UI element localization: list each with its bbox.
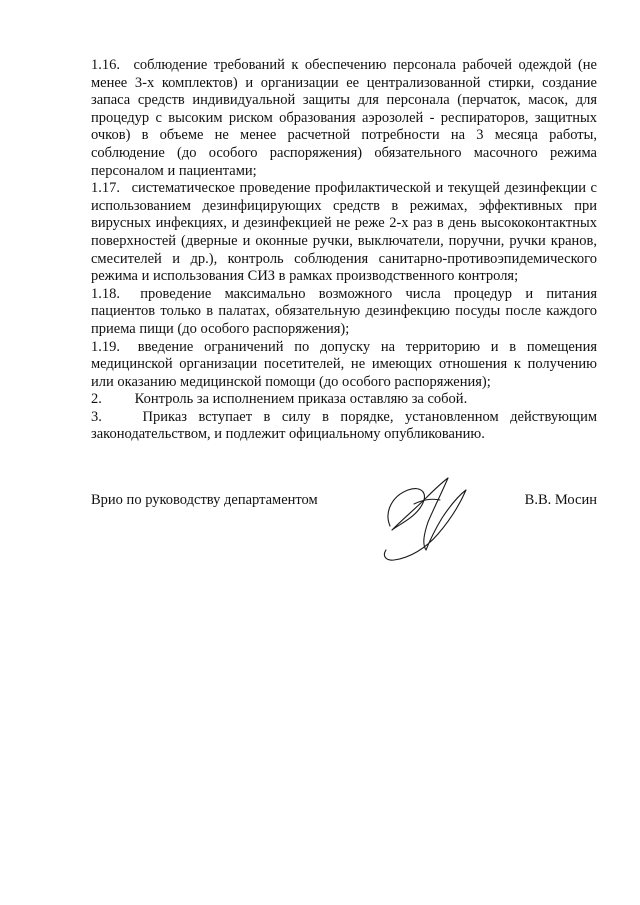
signatory-name: В.В. Мосин (524, 492, 597, 508)
paragraph-number: 1.18. (91, 285, 120, 302)
paragraph-number: 2. (91, 391, 102, 408)
paragraph-number: 1.17. (91, 180, 120, 197)
paragraph-1-18 (91, 286, 597, 339)
paragraph-1-19 (91, 339, 597, 392)
paragraph-text: систематическое проведение профилактической и текущей дезинфекции с использованием дезинфицирующих средств в режимах, эффективных при вирусных инфекциях, и дезинфекцией не реже 2-х раз в день высококонтактных поверхностей (дверные и оконные ручки, выключатели, поручни, ручки кранов, смесителей и др.), контроль соблюдения санитарно-противоэпидемического режима и использования СИЗ в рамках производственного контроля; (91, 180, 597, 285)
document-body (91, 57, 597, 444)
paragraph-number: 1.19. (91, 338, 120, 355)
paragraph-1-16 (91, 57, 597, 180)
paragraph-2 (91, 391, 597, 409)
paragraph-text: соблюдение требований к обеспечению персонала рабочей одеждой (не менее 3-х комплектов) и организации ее централизованной стирки, создание запаса средств индивидуальной защиты для персонала (перчаток, масок, для процедур с высоким риском образования аэрозолей - респираторов, защитных очков) в объеме не менее расчетной потребности на 3 месяца работы, соблюдение (до особого распоряжения) обязательного масочного режима персоналом и пациентами; (91, 57, 597, 179)
paragraph-text: Приказ вступает в силу в порядке, установленном действующим законодательством, и подлежит официальному опубликованию. (91, 408, 598, 443)
paragraph-3 (91, 409, 597, 444)
paragraph-number: 1.16. (91, 57, 120, 73)
paragraph-text: Контроль за исполнением приказа оставляю за собой. (134, 391, 468, 408)
paragraph-text: проведение максимально возможного числа процедур и питания пациентов только в палатах, обязательную дезинфекцию посуды после каждого приема пищи (до особого распоряжения); (91, 285, 598, 337)
signatory-title: Врио по руководству департаментом (91, 492, 318, 508)
signature-block (91, 488, 597, 568)
handwritten-signature (370, 464, 475, 564)
paragraph-number: 3. (91, 408, 102, 425)
paragraph-1-17 (91, 180, 597, 286)
paragraph-text: введение ограничений по допуску на территорию и в помещения медицинской организации посетителей, не имеющих отношения к получению или оказанию медицинской помощи (до особого распоряжения); (91, 338, 597, 390)
